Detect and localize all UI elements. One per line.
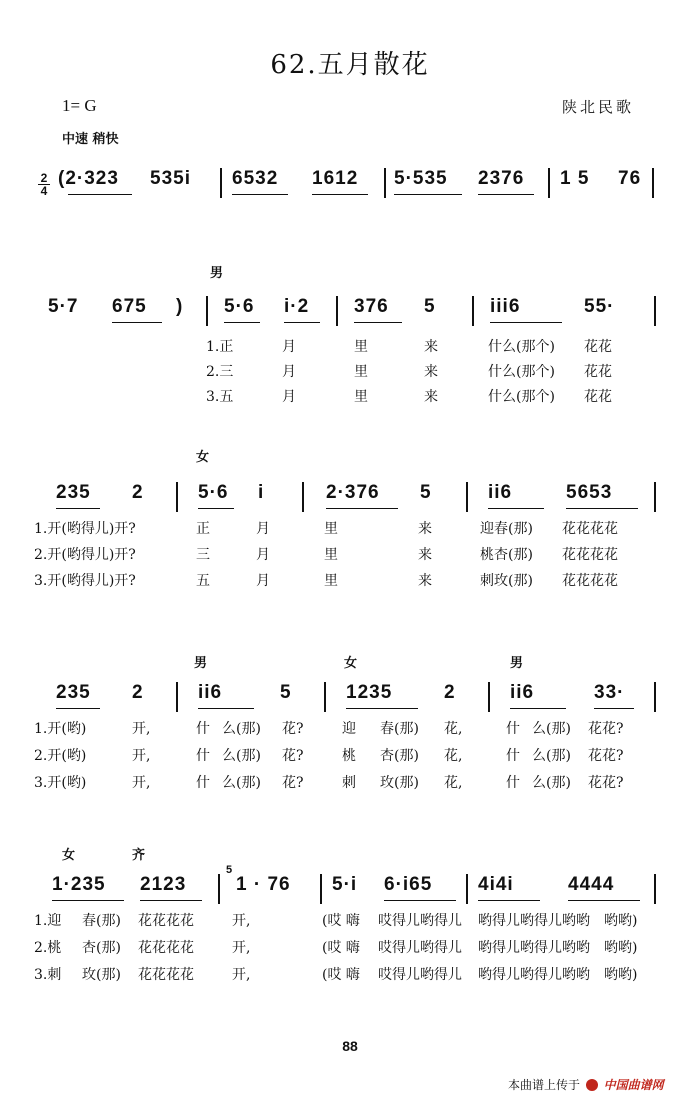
- note-group: i·2: [284, 296, 310, 317]
- song-origin: 陕北民歌: [562, 98, 635, 116]
- tempo-marking: 中速 稍快: [62, 132, 119, 147]
- lyric-syllable: 1.开(哟得儿)开?: [34, 521, 136, 537]
- lyric-syllable: 开,: [132, 721, 151, 737]
- beam: [140, 900, 202, 901]
- lyric-syllable: 什: [196, 748, 210, 764]
- note-group: 535i: [150, 168, 191, 189]
- lyric-syllable: 1.迎: [34, 913, 62, 929]
- lyric-syllable: 来: [424, 389, 438, 405]
- lyric-syllable: 杏(那): [82, 940, 121, 956]
- lyric-syllable: 花花: [584, 364, 612, 380]
- lyric-syllable: 什么(那个): [488, 389, 555, 405]
- singer-label: 女: [196, 450, 210, 465]
- note-group: ii6: [488, 482, 513, 503]
- lyric-syllable: 里: [354, 364, 368, 380]
- lyric-syllable: (哎 嗨: [322, 967, 360, 983]
- beam: [198, 708, 254, 709]
- note-group: 5: [280, 682, 292, 703]
- lyric-syllable: 玫(那): [380, 775, 419, 791]
- note-group: (2·323: [58, 168, 119, 189]
- lyric-syllable: 里: [354, 339, 368, 355]
- lyric-syllable: 哟得儿哟得儿哟哟: [478, 940, 590, 956]
- note-group: 5·535: [394, 168, 448, 189]
- lyric-syllable: 花花花花: [138, 913, 194, 929]
- singer-label: 齐: [132, 848, 146, 863]
- lyric-syllable: 花?: [282, 775, 304, 791]
- lyric-syllable: 1.开(哟): [34, 721, 87, 737]
- note-group: 4i4i: [478, 874, 514, 895]
- lyric-syllable: 里: [324, 573, 338, 589]
- lyric-syllable: 2.桃: [34, 940, 62, 956]
- lyric-syllable: 花花?: [588, 748, 624, 764]
- note-group: 1 5: [560, 168, 590, 189]
- barline: [206, 296, 208, 326]
- beam: [354, 322, 402, 323]
- time-signature-top: 2: [40, 171, 48, 185]
- lyric-syllable: 玫(那): [82, 967, 121, 983]
- note-group: ii6: [510, 682, 535, 703]
- note-group: ): [176, 296, 184, 317]
- lyric-syllable: 花花花花: [138, 967, 194, 983]
- beam: [384, 900, 456, 901]
- note-group: 2·376: [326, 482, 380, 503]
- note-group: 2: [444, 682, 456, 703]
- page-number: 88: [342, 1038, 358, 1054]
- singer-label: 男: [210, 266, 224, 281]
- beam: [112, 322, 162, 323]
- beam: [566, 508, 638, 509]
- singer-label: 女: [62, 848, 76, 863]
- beam: [56, 708, 100, 709]
- lyric-syllable: 3.刺: [34, 967, 62, 983]
- note-group: i: [258, 482, 265, 503]
- note-group: 5653: [566, 482, 613, 503]
- singer-label: 女: [344, 656, 358, 671]
- singer-label: 男: [194, 656, 208, 671]
- note-group: 675: [112, 296, 147, 317]
- lyric-syllable: 么(那): [532, 775, 571, 791]
- note-group: 2: [132, 482, 144, 503]
- lyric-syllable: 3.开(哟得儿)开?: [34, 573, 136, 589]
- lyric-syllable: 2.开(哟得儿)开?: [34, 547, 136, 563]
- lyric-syllable: 月: [282, 364, 296, 380]
- note-group: 55·: [584, 296, 615, 317]
- barline: [302, 482, 304, 512]
- beam: [346, 708, 418, 709]
- lyric-syllable: 三: [196, 547, 210, 563]
- lyric-syllable: 里: [354, 389, 368, 405]
- lyric-syllable: 哎得儿哟得儿: [378, 940, 462, 956]
- barline: [654, 874, 656, 904]
- note-group: ii6: [198, 682, 223, 703]
- lyric-syllable: 五: [196, 573, 210, 589]
- note-group: 76: [618, 168, 642, 189]
- lyric-syllable: 哟哟): [604, 940, 638, 956]
- lyric-syllable: 桃杏(那): [480, 547, 533, 563]
- beam: [394, 194, 462, 195]
- beam: [56, 508, 100, 509]
- lyric-syllable: 来: [418, 573, 432, 589]
- note-group: 376: [354, 296, 389, 317]
- note-group: 5: [424, 296, 436, 317]
- barline: [654, 482, 656, 512]
- lyric-syllable: 迎春(那): [480, 521, 533, 537]
- site-logo-icon: [586, 1079, 598, 1091]
- barline: [176, 682, 178, 712]
- lyric-syllable: 里: [324, 547, 338, 563]
- barline: [336, 296, 338, 326]
- beam: [568, 900, 640, 901]
- barline: [472, 296, 474, 326]
- beam: [326, 508, 398, 509]
- lyric-syllable: 什: [196, 721, 210, 737]
- beam: [488, 508, 544, 509]
- lyric-syllable: 花花花花: [562, 547, 618, 563]
- lyric-syllable: 花?: [282, 721, 304, 737]
- lyric-syllable: 花花?: [588, 721, 624, 737]
- barline: [320, 874, 322, 904]
- lyric-syllable: 刺: [342, 775, 356, 791]
- barline: [324, 682, 326, 712]
- lyric-syllable: 来: [424, 364, 438, 380]
- lyric-syllable: 开,: [232, 940, 251, 956]
- beam: [510, 708, 566, 709]
- lyric-syllable: 来: [424, 339, 438, 355]
- footer-credit: [508, 1076, 664, 1093]
- note-group: 5·6: [198, 482, 229, 503]
- beam: [224, 322, 260, 323]
- note-group: 5: [420, 482, 432, 503]
- barline: [218, 874, 220, 904]
- footer-site-link[interactable]: 中国曲谱网: [603, 1078, 664, 1092]
- note-group: 1612: [312, 168, 359, 189]
- lyric-syllable: 哎得儿哟得儿: [378, 967, 462, 983]
- note-group: 6532: [232, 168, 279, 189]
- lyric-syllable: 来: [418, 521, 432, 537]
- note-group: 4444: [568, 874, 615, 895]
- beam: [284, 322, 320, 323]
- lyric-syllable: 花,: [444, 721, 463, 737]
- barline: [176, 482, 178, 512]
- lyric-syllable: (哎 嗨: [322, 940, 360, 956]
- beam: [52, 900, 124, 901]
- note-group: 1·235: [52, 874, 106, 895]
- note-group: iii6: [490, 296, 521, 317]
- lyric-syllable: 花,: [444, 748, 463, 764]
- barline: [654, 682, 656, 712]
- note-group: 6·i65: [384, 874, 433, 895]
- lyric-syllable: 么(那): [532, 721, 571, 737]
- lyric-syllable: 哟哟): [604, 913, 638, 929]
- barline: [220, 168, 222, 198]
- note-group: 235: [56, 682, 91, 703]
- note-group: 33·: [594, 682, 625, 703]
- lyric-syllable: 春(那): [82, 913, 121, 929]
- grace-note: 5: [226, 864, 234, 876]
- lyric-syllable: 迎: [342, 721, 356, 737]
- lyric-syllable: 开,: [232, 967, 251, 983]
- lyric-syllable: 什: [196, 775, 210, 791]
- lyric-syllable: 哟得儿哟得儿哟哟: [478, 913, 590, 929]
- lyric-syllable: 开,: [132, 748, 151, 764]
- barline: [466, 482, 468, 512]
- note-group: 2: [132, 682, 144, 703]
- lyric-syllable: 春(那): [380, 721, 419, 737]
- lyric-syllable: 开,: [132, 775, 151, 791]
- lyric-syllable: 开,: [232, 913, 251, 929]
- lyric-syllable: 什么(那个): [488, 364, 555, 380]
- barline: [488, 682, 490, 712]
- lyric-syllable: 么(那): [532, 748, 571, 764]
- lyric-syllable: 什么(那个): [488, 339, 555, 355]
- lyric-syllable: 么(那): [222, 721, 261, 737]
- lyric-syllable: 月: [256, 573, 270, 589]
- lyric-syllable: 花花花花: [562, 573, 618, 589]
- beam: [68, 194, 132, 195]
- barline: [652, 168, 654, 198]
- lyric-syllable: 刺玫(那): [480, 573, 533, 589]
- lyric-syllable: 花花: [584, 339, 612, 355]
- beam: [198, 508, 234, 509]
- lyric-syllable: 2.开(哟): [34, 748, 87, 764]
- beam: [594, 708, 634, 709]
- lyric-syllable: 正: [196, 521, 210, 537]
- lyric-syllable: (哎 嗨: [322, 913, 360, 929]
- note-group: 5·i: [332, 874, 358, 895]
- lyric-syllable: 花?: [282, 748, 304, 764]
- beam: [490, 322, 562, 323]
- lyric-syllable: 月: [282, 339, 296, 355]
- lyric-syllable: 什: [506, 775, 520, 791]
- barline: [384, 168, 386, 198]
- lyric-syllable: 2.三: [206, 364, 234, 380]
- lyric-syllable: 1.正: [206, 339, 234, 355]
- note-group: 1235: [346, 682, 393, 703]
- footer-text: 本曲谱上传于: [508, 1078, 581, 1092]
- lyric-syllable: 杏(那): [380, 748, 419, 764]
- lyric-syllable: 花花花花: [562, 521, 618, 537]
- lyric-syllable: 什: [506, 748, 520, 764]
- lyric-syllable: 什: [506, 721, 520, 737]
- note-group: 2123: [140, 874, 187, 895]
- key-signature: 1= G: [62, 96, 97, 115]
- lyric-syllable: 月: [256, 547, 270, 563]
- lyric-syllable: 3.开(哟): [34, 775, 87, 791]
- lyric-syllable: 里: [324, 521, 338, 537]
- lyric-syllable: 花,: [444, 775, 463, 791]
- barline: [466, 874, 468, 904]
- note-group: 5·6: [224, 296, 255, 317]
- beam: [312, 194, 368, 195]
- beam: [478, 194, 534, 195]
- lyric-syllable: 哟得儿哟得儿哟哟: [478, 967, 590, 983]
- singer-label: 男: [510, 656, 524, 671]
- lyric-syllable: 花花: [584, 389, 612, 405]
- lyric-syllable: 么(那): [222, 748, 261, 764]
- lyric-syllable: 来: [418, 547, 432, 563]
- lyric-syllable: 哎得儿哟得儿: [378, 913, 462, 929]
- time-signature: [38, 172, 50, 197]
- note-group: 1 · 76: [236, 874, 291, 895]
- lyric-syllable: 月: [282, 389, 296, 405]
- time-signature-bottom: 4: [38, 184, 50, 197]
- lyric-syllable: 么(那): [222, 775, 261, 791]
- beam: [478, 900, 540, 901]
- barline: [654, 296, 656, 326]
- lyric-syllable: 哟哟): [604, 967, 638, 983]
- note-group: 2376: [478, 168, 525, 189]
- barline: [548, 168, 550, 198]
- note-group: 235: [56, 482, 91, 503]
- lyric-syllable: 花花花花: [138, 940, 194, 956]
- note-group: 5·7: [48, 296, 79, 317]
- lyric-syllable: 月: [256, 521, 270, 537]
- lyric-syllable: 花花?: [588, 775, 624, 791]
- lyric-syllable: 3.五: [206, 389, 234, 405]
- lyric-syllable: 桃: [342, 748, 356, 764]
- beam: [232, 194, 288, 195]
- song-title: 62.五月散花: [270, 50, 430, 80]
